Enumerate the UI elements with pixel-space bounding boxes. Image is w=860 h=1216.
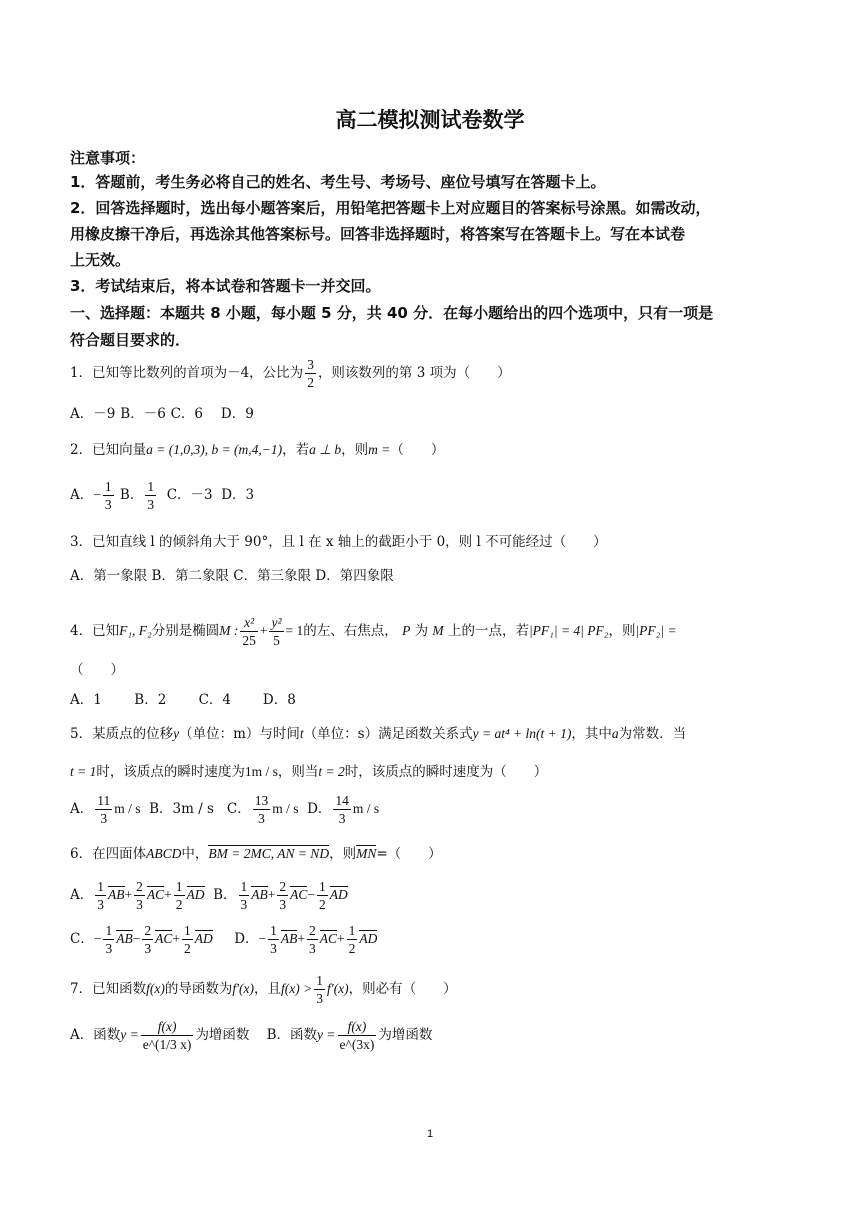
q2-option-a-label: A． [70, 487, 94, 503]
q1-stem-post: ，则该数列的第 3 项为（ ） [317, 365, 511, 381]
q4-fraction-y: $\frac{\text{y²}}{5}$ [271, 615, 282, 648]
q5-option-d-unit: m / s [352, 801, 380, 816]
q5-t-equals-1: t = 1 [70, 764, 97, 779]
q2-option-a-sign: − [93, 487, 101, 502]
question-5: 5．某质点的位移y（单位：m）与时间t（单位：s）满足函数关系式y = at⁴ + ln(t + 1)，其中a为常数．当 [70, 726, 687, 742]
q2-stem-pre: 2．已知向量 [70, 442, 147, 458]
q4-stem-post4: ，则 [608, 623, 636, 639]
q2-perpendicular: a ⊥ b [309, 442, 342, 457]
q5-var-y: y [173, 726, 180, 741]
q2-option-c: C．－3 [166, 487, 213, 503]
q5-option-c-unit: m / s [272, 801, 299, 816]
q4-fraction-x: $\frac{\text{x²}}{25}$ [242, 615, 256, 648]
q1-stem-pre: 1．已知等比数列的首项为－4，公比为 [70, 365, 304, 381]
q4-paren: （ ） [70, 662, 124, 678]
notice-item-2-cont2: 上无效。 [70, 251, 131, 269]
q4-foci: F₁, F₂ [119, 623, 152, 638]
q1-options [70, 404, 800, 424]
question-7: 7．已知函数f(x)的导函数为f′(x)，且f(x) > $\frac{1}{3}$ f′(x)，则必有（ ） [70, 973, 457, 1006]
question-6: 6．在四面体ABCD中，BM = 2MC, AN = ND，则MN=（ ） [70, 846, 442, 862]
q5-option-d-fraction: $\frac{14}{3}$ [335, 793, 349, 826]
q4-stem-post: 的左、右焦点， [303, 623, 398, 639]
q2-vectors: a = (1,0,3), b = (m,4,−1) [146, 442, 283, 457]
q4-ellipse-name: M : [219, 623, 239, 638]
q5-option-b: B．3m / s [149, 801, 214, 817]
q7-inequality: f(x) > [281, 981, 313, 996]
q6-tetrahedron: ABCD [146, 846, 182, 861]
q2-option-b-fraction: $\frac{1}{3}$ [147, 479, 155, 512]
notice-heading: 注意事项： [70, 149, 146, 167]
q1-option-d: D．9 [220, 406, 254, 422]
q2-ask: m = [368, 442, 391, 457]
q4-stem-post2: 为 [414, 623, 429, 639]
q2-stem-mid: ，若 [282, 442, 310, 458]
q5-option-a-label: A． [70, 801, 94, 817]
q4-option-d: D．8 [262, 692, 296, 708]
notice-item-2: 2．回答选择题时，选出每小题答案后，用铅笔把答题卡上对应题目的答案标号涂黑。如需改动， [70, 199, 711, 217]
q2-option-a-fraction: $\frac{1}{3}$ [104, 479, 112, 512]
page-number: 1 [426, 1128, 434, 1140]
q6-vector-mn: MN [356, 844, 376, 864]
q5-option-c-label: C． [226, 801, 251, 817]
q4-option-a: A．1 [70, 692, 102, 708]
q1-option-a: A．－9 [70, 406, 116, 422]
q5-var-t: t [299, 726, 304, 741]
q4-ellipse-m: M [432, 623, 444, 638]
q6-option-c-label: C． [70, 931, 94, 947]
q5-t-equals-2: t = 2 [318, 764, 345, 779]
q6-options-ab: A． $\frac{1}{3}$ AB+ $\frac{2}{3}$ AC+ $\frac{1}{2}$ AD B． $\frac{1}{3}$ AB+ $\frac{2}{3}$ AC− $\frac{1}{2}$ AD [70, 879, 348, 912]
q5-option-c-fraction: $\frac{13}{3}$ [254, 793, 269, 826]
q7-option-b-label: B．函数 [266, 1027, 318, 1043]
q5-speed: 1m / s [244, 764, 278, 779]
q5-option-a-unit: m / s [114, 801, 141, 816]
q6-vector-condition: BM = 2MC, AN = ND [208, 844, 329, 864]
q2-option-d: D．3 [221, 487, 255, 503]
q2-option-b-label: B． [119, 487, 144, 503]
question-4: 4．已知F₁, F₂分别是椭圆M : $\frac{\text{x²}}{25}$ + $\frac{\text{y²}}{5}$ = 1的左、右焦点， P 为 M 上的一点，若|PF₁| = 4| PF₂，则|PF₂| = [70, 615, 677, 648]
q7-options: A．函数y = $\frac{f(x)}{e\^{}(1/3 x)}$ 为增函数 B．函数y = $\frac{f(x)}{e\^{}(3x)}$ 为增函数 [70, 1019, 433, 1052]
notice-item-2-cont: 用橡皮擦干净后，再选涂其他答案标号。回答非选择题时，将答案写在答题卡上。写在本试卷 [70, 225, 686, 243]
q4-options [70, 690, 800, 710]
q1-option-c: C．6 [170, 406, 204, 422]
q4-equals: = 1 [285, 623, 304, 638]
q5-option-d-label: D． [307, 801, 332, 817]
question-3: 3．已知直线 l 的倾斜角大于 90°，且 l 在 x 轴上的截距小于 0，则 l 不可能经过（ ） [70, 534, 607, 550]
q5-option-a-fraction: $\frac{11}{3}$ [97, 793, 111, 826]
q6-option-b-label: B． [213, 887, 237, 903]
q7-option-b-fraction: $\frac{f(x)}{e\^{}(3x)}$ [339, 1019, 375, 1052]
q2-stem-post: ，则 [341, 442, 369, 458]
q4-stem-pre: 4．已知 [70, 623, 120, 639]
q7-function: f(x) [146, 981, 165, 996]
q4-stem-mid: 分别是椭圆 [151, 623, 220, 639]
section-heading-cont: 符合题目要求的． [70, 331, 191, 349]
q6-option-a-label: A． [70, 887, 94, 903]
q7-option-a-fraction: $\frac{f(x)}{e\^{}(1/3 x)}$ [142, 1019, 192, 1052]
question-5-cont: t = 1时，该质点的瞬时速度为1m / s，则当t = 2时，该质点的瞬时速度为（ ） [70, 764, 548, 780]
q3-options: A．第一象限 B．第二象限 C．第三象限 D．第四象限 [70, 568, 394, 584]
question-1 [70, 356, 800, 391]
q6-option-d-label: D． [234, 931, 259, 947]
q5-var-a: a [611, 726, 619, 741]
q5-formula: y = at⁴ + ln(t + 1) [472, 726, 572, 741]
q1-ratio-fraction: $\frac{3}{2}$ [307, 357, 314, 390]
question-2 [70, 440, 800, 460]
q4-point-p: P [402, 623, 411, 638]
q6-options-cd: C．− $\frac{1}{3}$ AB− $\frac{2}{3}$ AC+ $\frac{1}{2}$ AD D．− $\frac{1}{3}$ AB+ $\frac{2}{3}$ AC+ $\frac{1}{2}$ AD [70, 923, 378, 956]
q4-ask: |PF₂| = [635, 623, 677, 638]
q7-option-a-label: A．函数 [70, 1027, 121, 1043]
q4-option-b: B．2 [134, 692, 167, 708]
notice-item-3: 3．考试结束后，将本试卷和答题卡一并交回。 [70, 277, 381, 295]
q5-options [70, 792, 800, 827]
page-title: 高二模拟测试卷数学 [335, 108, 525, 132]
q4-condition: |PF₁| = 4| PF₂ [528, 623, 609, 638]
q7-derivative: f′(x) [232, 981, 255, 996]
q2-options [70, 478, 800, 513]
q2-paren: （ ） [390, 442, 445, 458]
q1-option-b: B．－6 [120, 406, 166, 422]
notice-item-1: 1．答题前，考生务必将自己的姓名、考生号、考场号、座位号填写在答题卡上。 [70, 173, 606, 191]
section-heading: 一、选择题：本题共 8 小题，每小题 5 分，共 40 分．在每小题给出的四个选项中，只有一项是 [70, 304, 714, 322]
q4-option-c: C．4 [198, 692, 232, 708]
q4-stem-post3: 上的一点，若 [447, 623, 529, 639]
